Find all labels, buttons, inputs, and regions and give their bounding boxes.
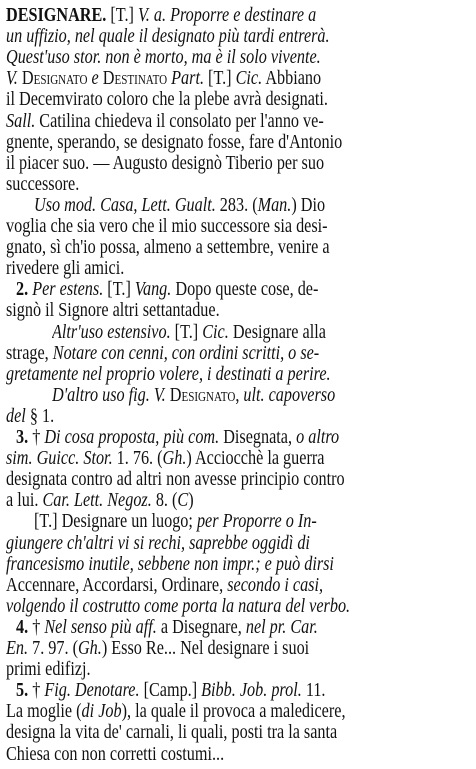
text-run: Part. xyxy=(167,67,205,90)
text-run: 8. ( xyxy=(151,489,178,512)
text-run: Chiesa con non corretti costumi... xyxy=(6,742,225,765)
text-run: a lui. xyxy=(6,489,43,512)
text-run: 5. xyxy=(16,679,33,702)
text-run: ) Dio xyxy=(291,193,326,216)
text-run: giungere ch'altri vi si rechi, saprebbe oggidì di xyxy=(6,531,310,554)
text-run: designata contro ad altri non avesse principio contro xyxy=(6,468,345,491)
text-run: gnato, sì ch'io possa, almeno a settembre, venire a xyxy=(6,236,330,259)
text-run: ult. capoverso xyxy=(243,383,336,406)
text-run: ) Acciocchè la guerra xyxy=(186,447,325,470)
text-run: 4. xyxy=(16,615,33,638)
text-run: Di cosa proposta, più com. xyxy=(44,426,220,448)
text-run: Altr'uso estensivo. xyxy=(52,320,171,343)
text-run: 1. 76. ( xyxy=(112,447,163,470)
text-run: En. xyxy=(6,637,29,659)
text-run: Nel senso più aff. xyxy=(44,615,157,638)
text-run: ) Esso Re... Nel designare i suoi xyxy=(101,637,310,659)
headword: DESIGNARE. xyxy=(6,4,107,26)
text-run: del xyxy=(6,404,26,427)
text-run: [T.] xyxy=(204,67,236,90)
text-run: [T.] xyxy=(106,4,138,26)
text-run: 283. ( xyxy=(215,193,258,216)
text-run: Per estens. xyxy=(32,278,104,301)
text-run: per Proporre o In- xyxy=(196,510,317,533)
text-run: Bibb. Job. prol. xyxy=(201,679,302,702)
text-run: gretamente nel proprio volere, i destinati a perire. xyxy=(6,362,331,385)
text-run: Designato xyxy=(21,67,88,90)
text-run: primi edifizj. xyxy=(6,658,91,681)
text-run: Uso mod. Casa, Lett. Gualt. xyxy=(34,193,216,216)
text-run: § 1. xyxy=(25,404,55,427)
text-run: Cic. xyxy=(202,320,229,343)
text-run: voglia che sia vero che il mio successore sia desi- xyxy=(6,215,328,237)
text-run: † xyxy=(32,679,45,702)
text-run: Quest'uso stor. non è morto, ma è il solo vivente. xyxy=(6,46,321,69)
text-run: [Camp.] xyxy=(139,679,202,702)
text-run: signò il Signore altri settantadue. xyxy=(6,299,220,322)
text-run: Designare alla xyxy=(228,320,326,343)
text-run: [T.] xyxy=(103,278,135,301)
text-run: Accennare, Accordarsi, Ordinare, xyxy=(6,573,228,596)
text-run: C xyxy=(177,489,189,512)
text-run: o altro xyxy=(296,426,340,448)
text-run: Notare con cenni, con ordini scritti, o se- xyxy=(52,341,320,364)
text-run: nel pr. Car. xyxy=(245,615,318,638)
text-run: un uffizio, nel quale il designato più tardi entrerà. xyxy=(6,25,330,48)
text-run: Designato xyxy=(165,383,236,406)
text-run: strage, xyxy=(6,341,53,364)
text-run: La moglie ( xyxy=(6,700,82,723)
text-run: ), la quale il provoca a maledicere, xyxy=(121,700,346,723)
text-run: Fig. Denotare. xyxy=(44,679,140,702)
text-run: Catilina chiedeva il consolato per l'anno ve- xyxy=(35,109,324,132)
text-run: Gh. xyxy=(162,447,187,470)
text-run: sim. Guicc. Stor. xyxy=(6,447,113,470)
text-run: 7. 97. ( xyxy=(28,637,78,659)
text-run: il Decemvirato coloro che la plebe avrà designati. xyxy=(6,88,328,111)
text-run: Vang. xyxy=(134,278,172,301)
text-run: V. a. Proporre e destinare a xyxy=(137,4,317,26)
text-line xyxy=(6,742,371,766)
text-run: successore. xyxy=(6,172,80,195)
text-run: designa la vita de' carnali, li quali, posti tra la santa xyxy=(6,721,338,744)
text-run: ) xyxy=(188,489,194,512)
text-run: Sall. xyxy=(6,109,36,132)
text-run: 3. xyxy=(16,426,33,448)
text-run: Abbiano xyxy=(262,67,322,90)
text-run: secondo i casi, xyxy=(227,573,324,596)
text-run: Car. Lett. Negoz. xyxy=(42,489,152,512)
text-run: , xyxy=(235,383,244,406)
text-run: rivedere gli amici. xyxy=(6,257,125,280)
text-run: Man. xyxy=(257,193,292,216)
text-run: a Disegnare, xyxy=(156,615,246,638)
text-run: V. xyxy=(6,67,22,90)
text-run: [T.] xyxy=(170,320,203,343)
text-run: [T.] Designare un luogo; xyxy=(34,510,197,533)
text-run: Gh. xyxy=(77,637,102,659)
text-run: Destinato xyxy=(102,67,168,90)
text-run: e xyxy=(87,67,103,90)
text-run: † xyxy=(32,615,45,638)
text-run: volgendo il costrutto come porta la natura del verbo. xyxy=(6,594,351,617)
text-run: gnente, sperando, se designato fosse, fare d'Antonio xyxy=(6,130,343,153)
text-run: D'altro uso fig. V. xyxy=(52,383,166,406)
text-run: francesismo inutile, sebbene non impr.; e può dirsi xyxy=(6,552,334,575)
text-run: di Job xyxy=(81,700,122,723)
text-run: 11. xyxy=(301,679,326,702)
text-run: Cic. xyxy=(235,67,263,90)
text-run: Dopo queste cose, de- xyxy=(171,278,319,301)
text-run: † xyxy=(32,426,45,448)
text-run: 2. xyxy=(16,278,33,301)
text-run: Disegnata, xyxy=(219,426,297,448)
text-run: il piacer suo. — Augusto designò Tiberio per suo xyxy=(6,151,325,174)
